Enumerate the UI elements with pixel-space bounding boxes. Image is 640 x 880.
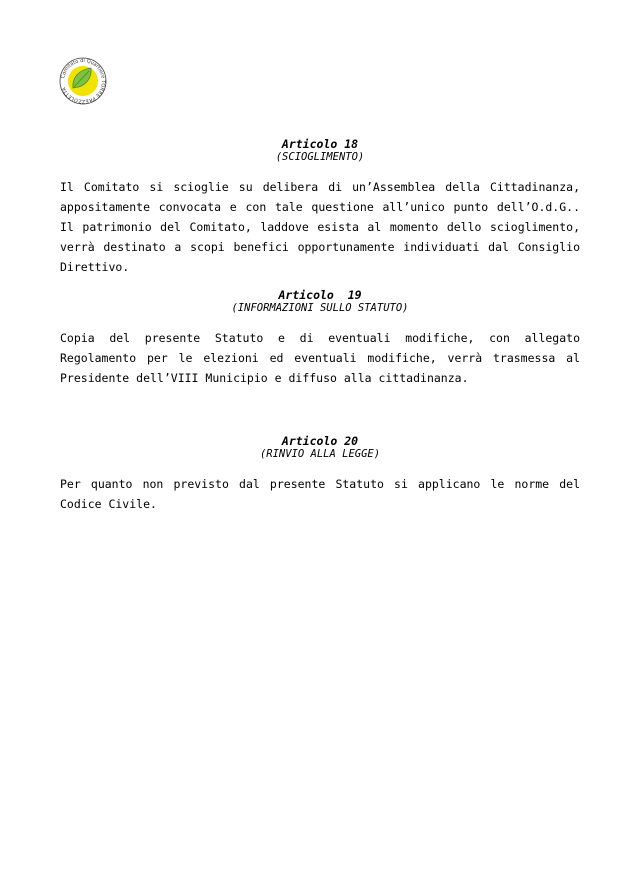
article-heading: Articolo 19 [278,288,362,302]
article-19 [60,288,580,388]
body-line: Presidente dell’VIII Municipio e diffuso alla cittadinanza. [60,371,469,385]
body-line: Il patrimonio del Comitato, laddove esista al momento dello scioglimento, [60,220,580,234]
article-subtitle: (SCIOGLIMENTO) [275,151,365,163]
article-subtitle: (INFORMAZIONI SULLO STATUTO) [231,302,409,314]
body-line: Copia del presente Statuto e di eventuali modifiche, con allegato [60,331,580,345]
article-heading: Articolo 18 [281,137,359,151]
article-body [60,328,580,388]
body-line: Direttivo. [60,260,130,274]
statute-document [60,137,580,514]
body-line: Regolamento per le elezioni ed eventuali modifiche, verrà trasmessa al [60,351,580,365]
article-body [60,474,580,514]
committee-logo-icon [58,56,108,106]
body-line: Codice Civile. [60,497,157,511]
article-18 [60,137,580,277]
body-line: Il Comitato si scioglie su delibera di un’Assemblea della Cittadinanza, [60,180,580,194]
body-line: verrà destinato a scopi benefici opportunamente individuati dal Consiglio [60,240,580,254]
article-heading: Articolo 20 [281,434,359,448]
body-line: appositamente convocata e con tale questione all’unico punto dell’O.d.G.. [60,200,580,214]
article-subtitle: (RINVIO ALLA LEGGE) [259,448,381,460]
committee-logo [58,56,108,106]
article-20 [60,434,580,514]
logo-ring-text: Comitato di Quartiere TORRE PREZZOLETTA [60,57,107,105]
body-line: Per quanto non previsto dal presente Statuto si applicano le norme del [60,477,580,491]
article-body [60,177,580,277]
